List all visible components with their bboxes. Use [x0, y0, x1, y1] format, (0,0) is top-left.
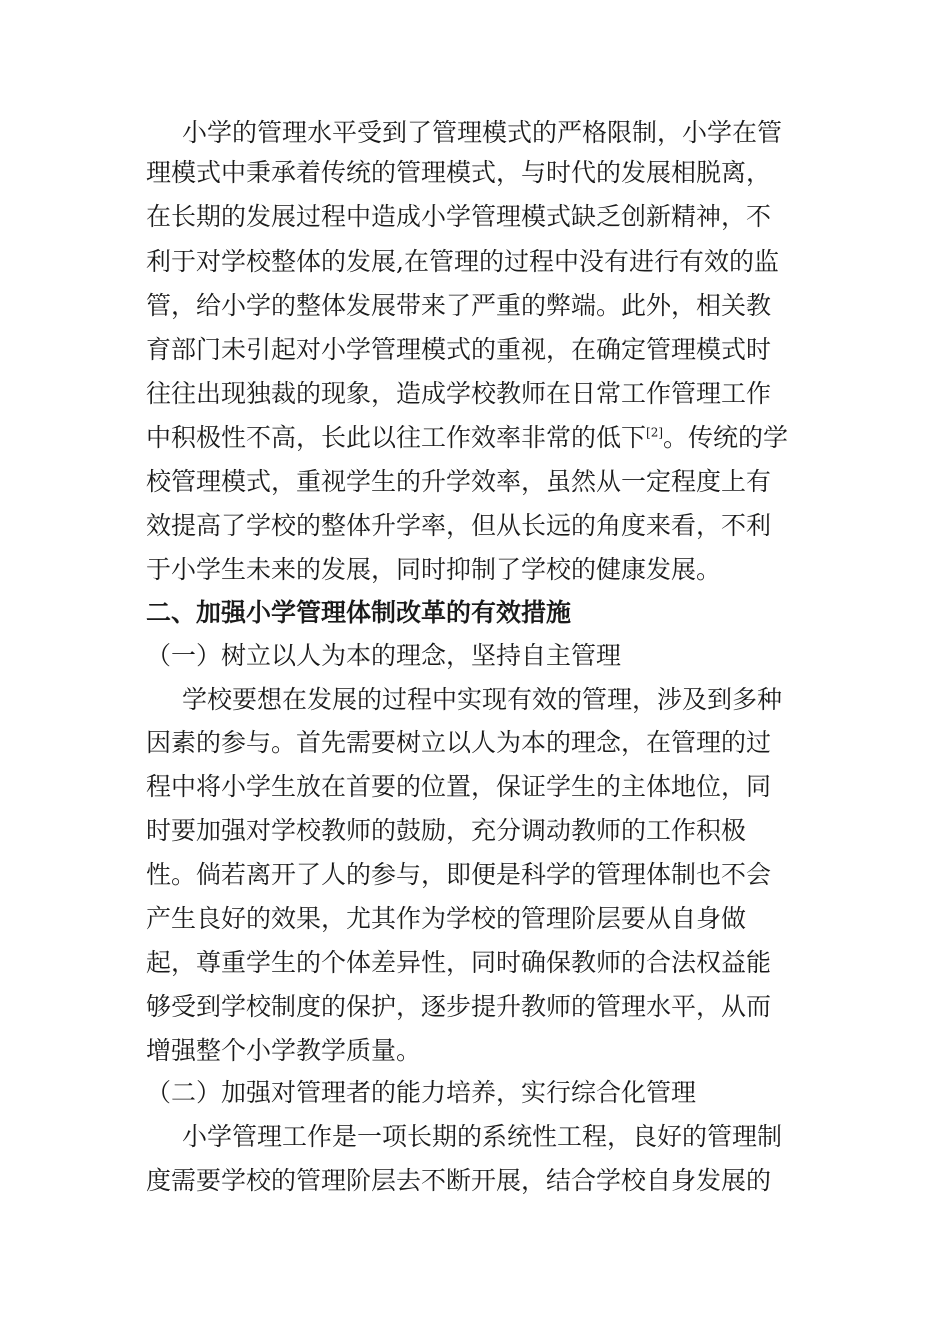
paragraph-line: 理模式中秉承着传统的管理模式，与时代的发展相脱离，	[146, 158, 772, 187]
paragraph-line: 校管理模式，重视学生的升学效率，虽然从一定程度上有	[146, 467, 772, 496]
paragraph-line: 往往出现独裁的现象，造成学校教师在日常工作管理工作	[146, 379, 772, 408]
paragraph-line: 性。倘若离开了人的参与，即便是科学的管理体制也不会	[146, 860, 772, 889]
paragraph-line: 时要加强对学校教师的鼓励，充分调动教师的工作积极	[146, 816, 747, 845]
paragraph-line: 管，给小学的整体发展带来了严重的弊端。此外，相关教	[146, 291, 772, 320]
paragraph-line: 学校要想在发展的过程中实现有效的管理，涉及到多种	[182, 685, 783, 714]
paragraph-text: 中积极性不高，长此以往工作效率非常的低下	[146, 423, 647, 452]
paragraph-line: 效提高了学校的整体升学率，但从长远的角度来看，不利	[146, 511, 772, 540]
subsection-heading: （一）树立以人为本的理念，坚持自主管理	[146, 641, 622, 670]
paragraph-line: 程中将小学生放在首要的位置，保证学生的主体地位，同	[146, 772, 772, 801]
paragraph-line: 于小学生未来的发展，同时抑制了学校的健康发展。	[146, 555, 722, 584]
paragraph-line: 够受到学校制度的保护，逐步提升教师的管理水平，从而	[146, 992, 772, 1021]
citation-marker: [2]	[646, 425, 664, 440]
paragraph-line: 小学的管理水平受到了管理模式的严格限制，小学在管	[182, 118, 783, 147]
section-heading: 二、加强小学管理体制改革的有效措施	[146, 598, 572, 627]
paragraph-line: 产生良好的效果，尤其作为学校的管理阶层要从自身做	[146, 904, 747, 933]
paragraph-line: 起，尊重学生的个体差异性，同时确保教师的合法权益能	[146, 948, 772, 977]
paragraph-line: 小学管理工作是一项长期的系统性工程，良好的管理制	[182, 1122, 783, 1151]
paragraph-text: 。传统的学	[663, 423, 789, 452]
paragraph-line: 育部门未引起对小学管理模式的重视，在确定管理模式时	[146, 335, 772, 364]
paragraph-line: 利于对学校整体的发展,在管理的过程中没有进行有效的监	[146, 247, 779, 276]
subsection-heading: （二）加强对管理者的能力培养，实行综合化管理	[146, 1078, 697, 1107]
paragraph-line	[146, 425, 788, 450]
paragraph-line: 增强整个小学教学质量。	[146, 1036, 422, 1065]
paragraph-line: 在长期的发展过程中造成小学管理模式缺乏创新精神，不	[146, 202, 772, 231]
paragraph-line: 度需要学校的管理阶层去不断开展，结合学校自身发展的	[146, 1166, 772, 1195]
paragraph-line: 因素的参与。首先需要树立以人为本的理念，在管理的过	[146, 728, 772, 757]
